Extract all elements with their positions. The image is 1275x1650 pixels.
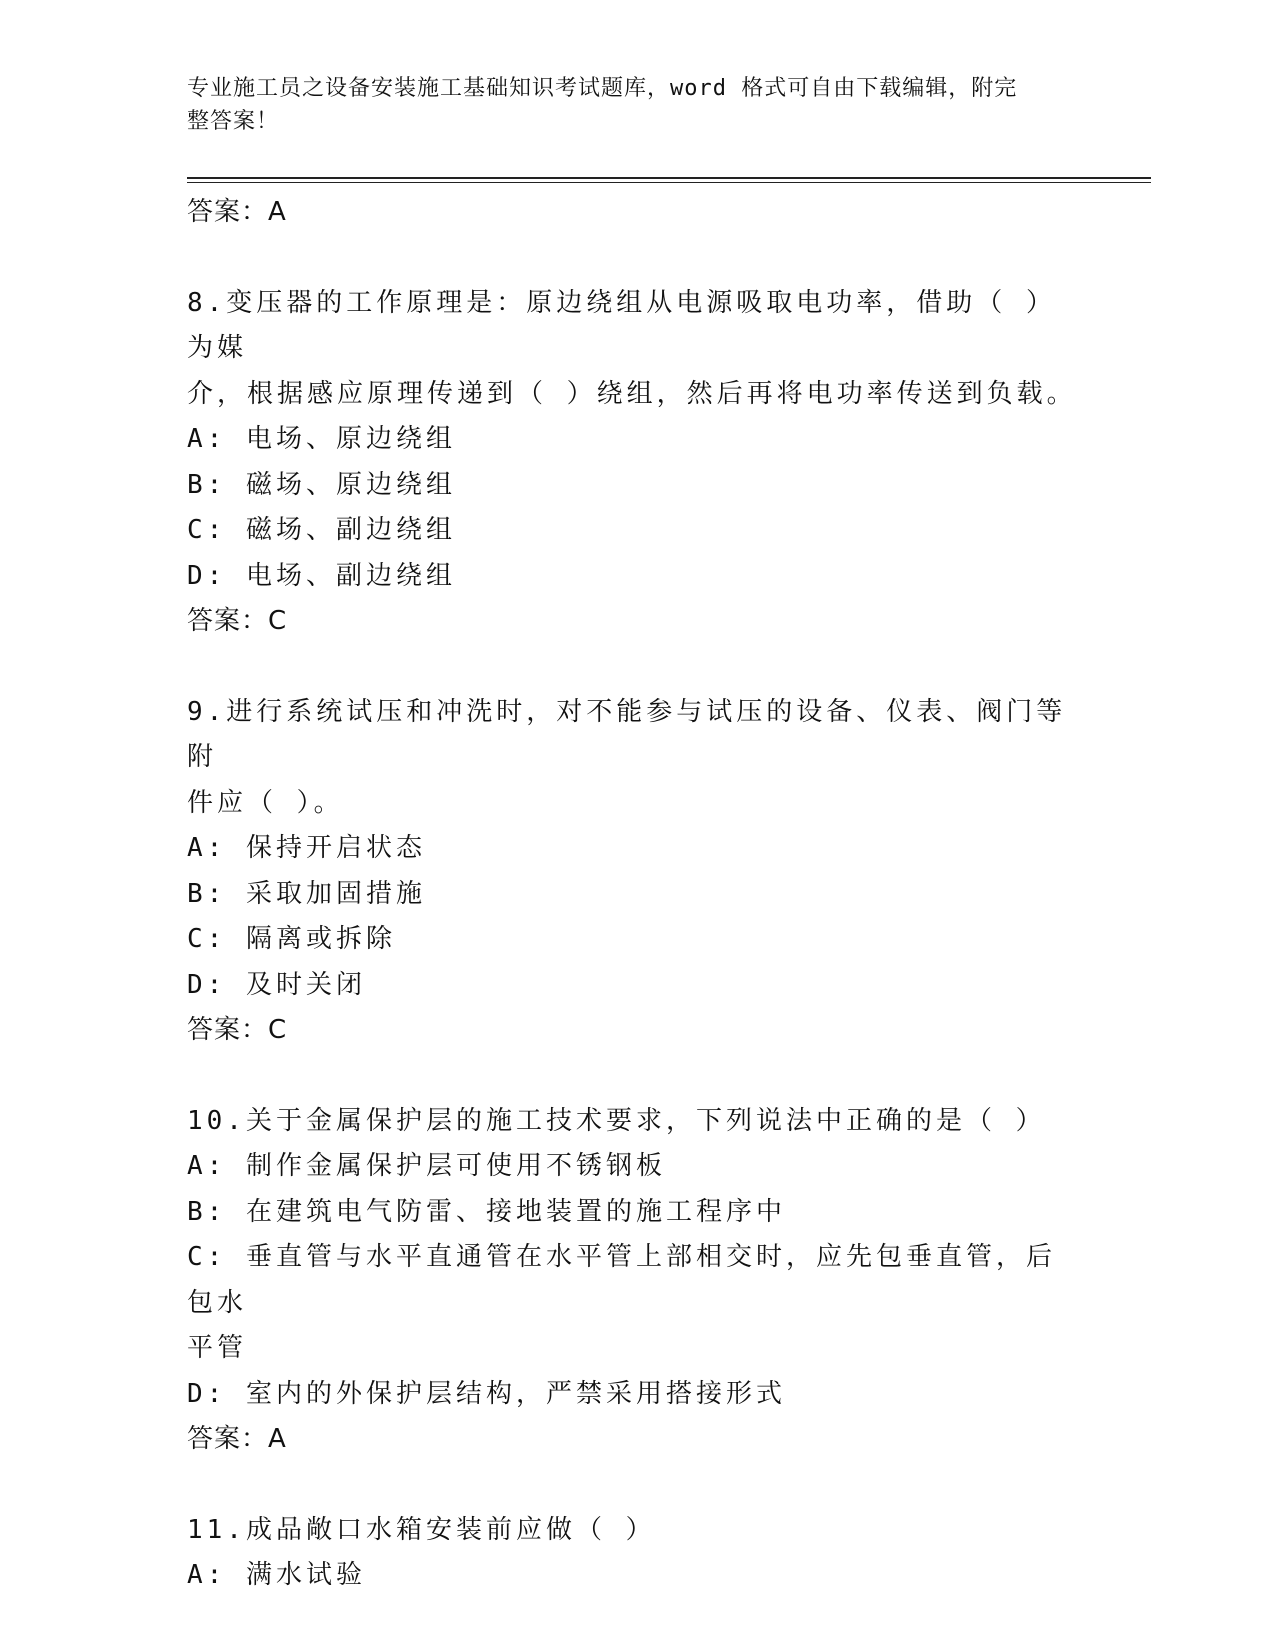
header-line-2: 整答案！ [187,109,280,134]
question-8-option-a: A: 电场、原边绕组 [187,424,456,454]
question-8-option-b: B: 磁场、原边绕组 [187,469,456,500]
question-11 [187,1508,1077,1599]
previous-answer: 答案：A [187,197,287,227]
question-10-option-a: A: 制作金属保护层可使用不锈钢板 [187,1151,666,1181]
question-9-stem-line-2: 件应（ ）。 [187,787,344,818]
question-9-answer: 答案：C [187,1015,288,1045]
question-10 [187,1099,1077,1463]
question-9-stem-line-1: 9.进行系统试压和冲洗时，对不能参与试压的设备、仪表、阀门等附 [187,696,1067,772]
question-9-option-d: D: 及时关闭 [187,969,366,1000]
question-8-stem-line-2: 介，根据感应原理传递到（ ）绕组，然后再将电功率传送到负载。 [187,378,1077,409]
question-8 [187,281,1077,645]
question-11-option-a: A: 满水试验 [187,1560,366,1590]
question-10-stem: 10.关于金属保护层的施工技术要求，下列说法中正确的是（ ） [187,1105,1046,1136]
spacer [187,236,1077,281]
question-8-stem-line-1: 8.变压器的工作原理是：原边绕组从电源吸取电功率，借助（ ）为媒 [187,287,1056,363]
question-8-option-d: D: 电场、副边绕组 [187,560,456,591]
question-8-option-c: C: 磁场、副边绕组 [187,515,456,545]
document-header [187,72,1067,138]
header-line-1: 专业施工员之设备安装施工基础知识考试题库，word 格式可自由下载编辑，附完 [187,76,1018,101]
question-8-answer: 答案：C [187,606,288,636]
question-10-option-c-line-2: 平管 [187,1333,248,1363]
question-10-option-b: B: 在建筑电气防雷、接地装置的施工程序中 [187,1196,786,1227]
spacer [187,1054,1077,1099]
question-list [187,190,1077,1599]
question-10-option-c-line-1: C: 垂直管与水平直通管在水平管上部相交时，应先包垂直管，后包水 [187,1242,1056,1318]
question-9-option-a: A: 保持开启状态 [187,833,426,863]
spacer [187,645,1077,690]
question-10-answer: 答案：A [187,1424,287,1454]
header-divider-thin [187,182,1151,183]
question-11-stem: 11.成品敞口水箱安装前应做（ ） [187,1514,656,1545]
header-divider-thick [187,177,1151,179]
question-9-option-b: B: 采取加固措施 [187,878,426,909]
question-10-option-d: D: 室内的外保护层结构，严禁采用搭接形式 [187,1378,786,1409]
spacer [187,1463,1077,1508]
question-9 [187,690,1077,1054]
question-9-option-c: C: 隔离或拆除 [187,924,396,954]
